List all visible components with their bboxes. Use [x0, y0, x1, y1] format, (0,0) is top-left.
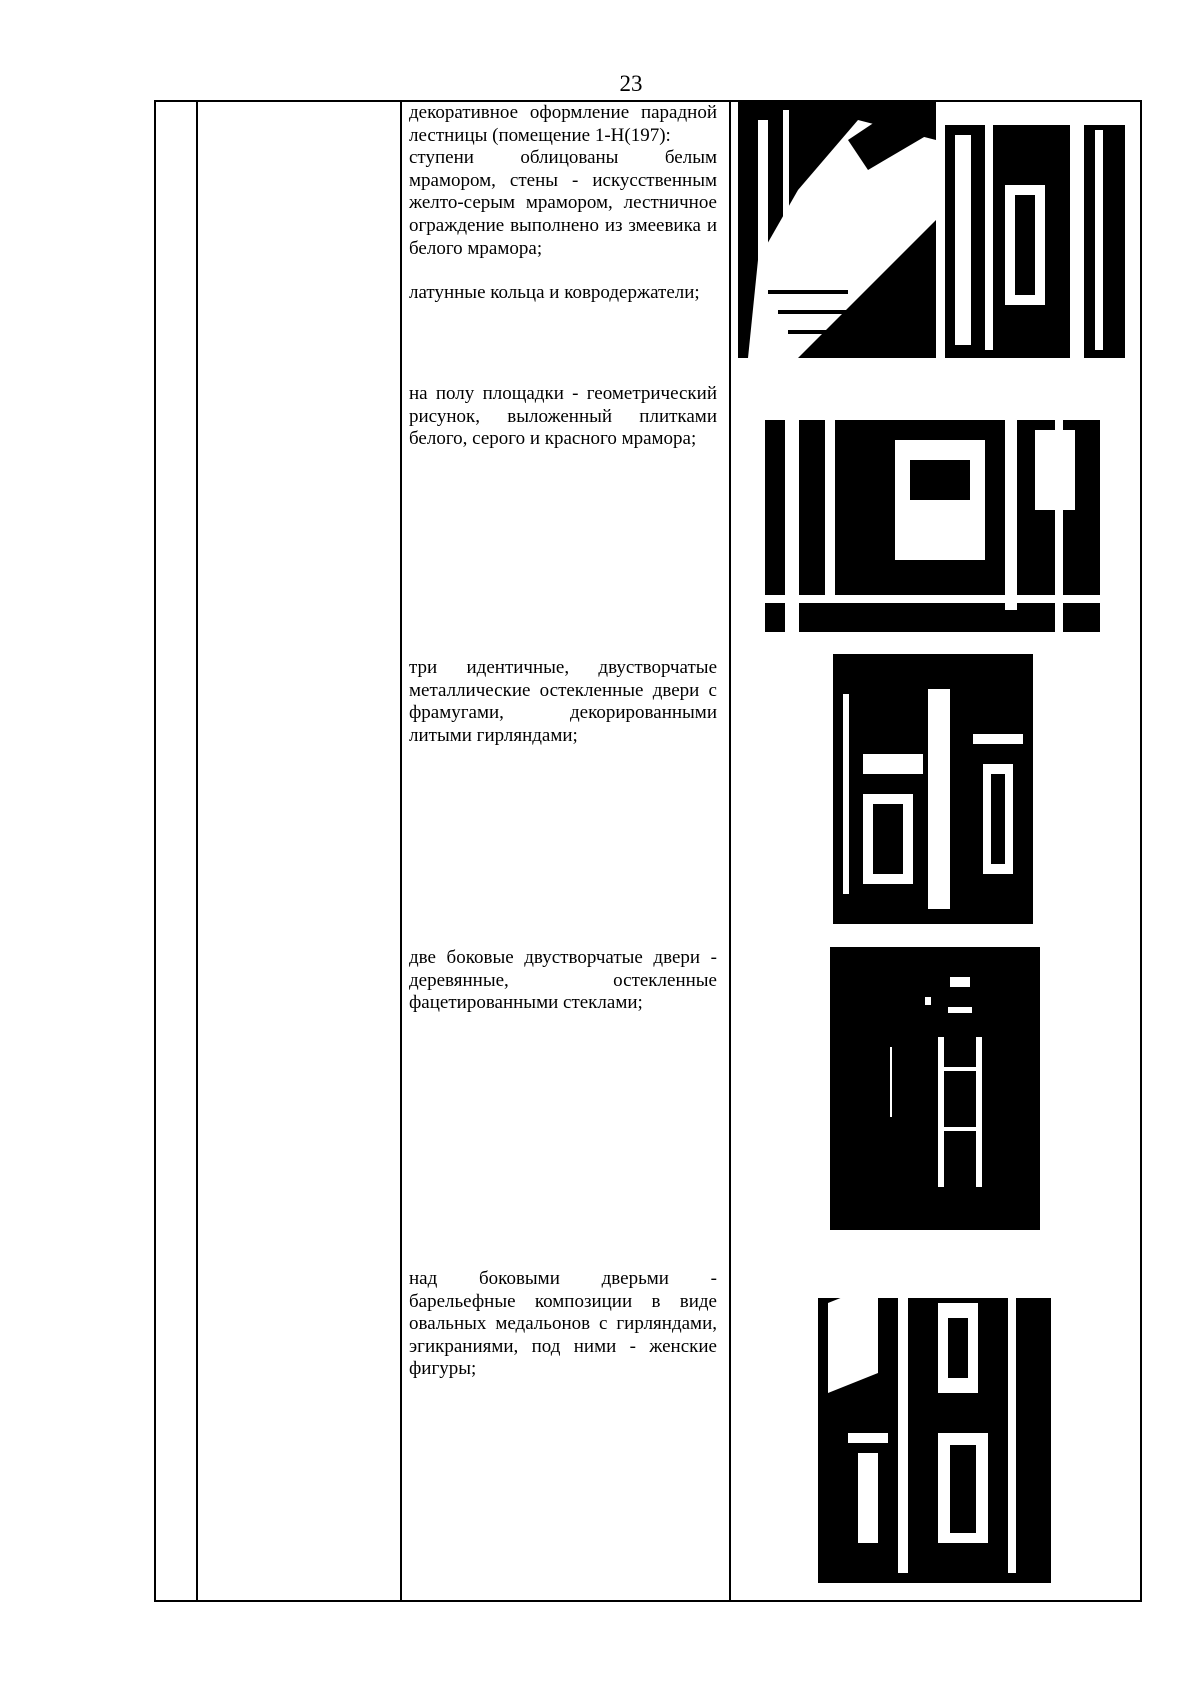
column-divider	[196, 102, 198, 1600]
bas-relief-photo	[818, 1273, 1051, 1583]
landing-floor-photo	[765, 380, 1100, 632]
description-bas-reliefs	[409, 1268, 717, 1381]
description-paragraph: две боковые двустворчатые двери - деревянные, остекленные фацетированными стеклами;	[409, 947, 717, 1014]
staircase-photo	[738, 100, 936, 358]
description-metal-doors	[409, 657, 717, 747]
description-paragraph: три идентичные, двустворчатые металлические остекленные двери с фрамугами, декорированными литыми гирляндами;	[409, 657, 717, 746]
stair-railing-photo	[945, 115, 1125, 358]
metal-doors-photo	[833, 654, 1033, 924]
side-doors-photo	[830, 947, 1040, 1230]
description-staircase	[409, 102, 717, 305]
description-floor	[409, 383, 717, 451]
column-divider	[400, 102, 402, 1600]
column-divider	[729, 102, 731, 1600]
description-paragraph: над боковыми дверьми - барельефные композиции в виде овальных медальонов с гирляндами, эгикраниями, под ними - женские фигуры;	[409, 1268, 717, 1380]
description-paragraph: латунные кольца и ковродержатели;	[409, 282, 700, 304]
description-paragraph: на полу площадки - геометрический рисунок, выложенный плитками белого, серого и красного мрамора;	[409, 383, 717, 450]
description-paragraph: ступени облицованы белым мрамором, стены - искусственным желто-серым мрамором, лестничное ограждение выполнено из змеевика и белого мрамора;	[409, 147, 717, 259]
page-number: 23	[619, 71, 643, 96]
description-side-doors	[409, 947, 717, 1015]
description-paragraph: декоративное оформление парадной лестницы (помещение 1-Н(197):	[409, 102, 717, 146]
